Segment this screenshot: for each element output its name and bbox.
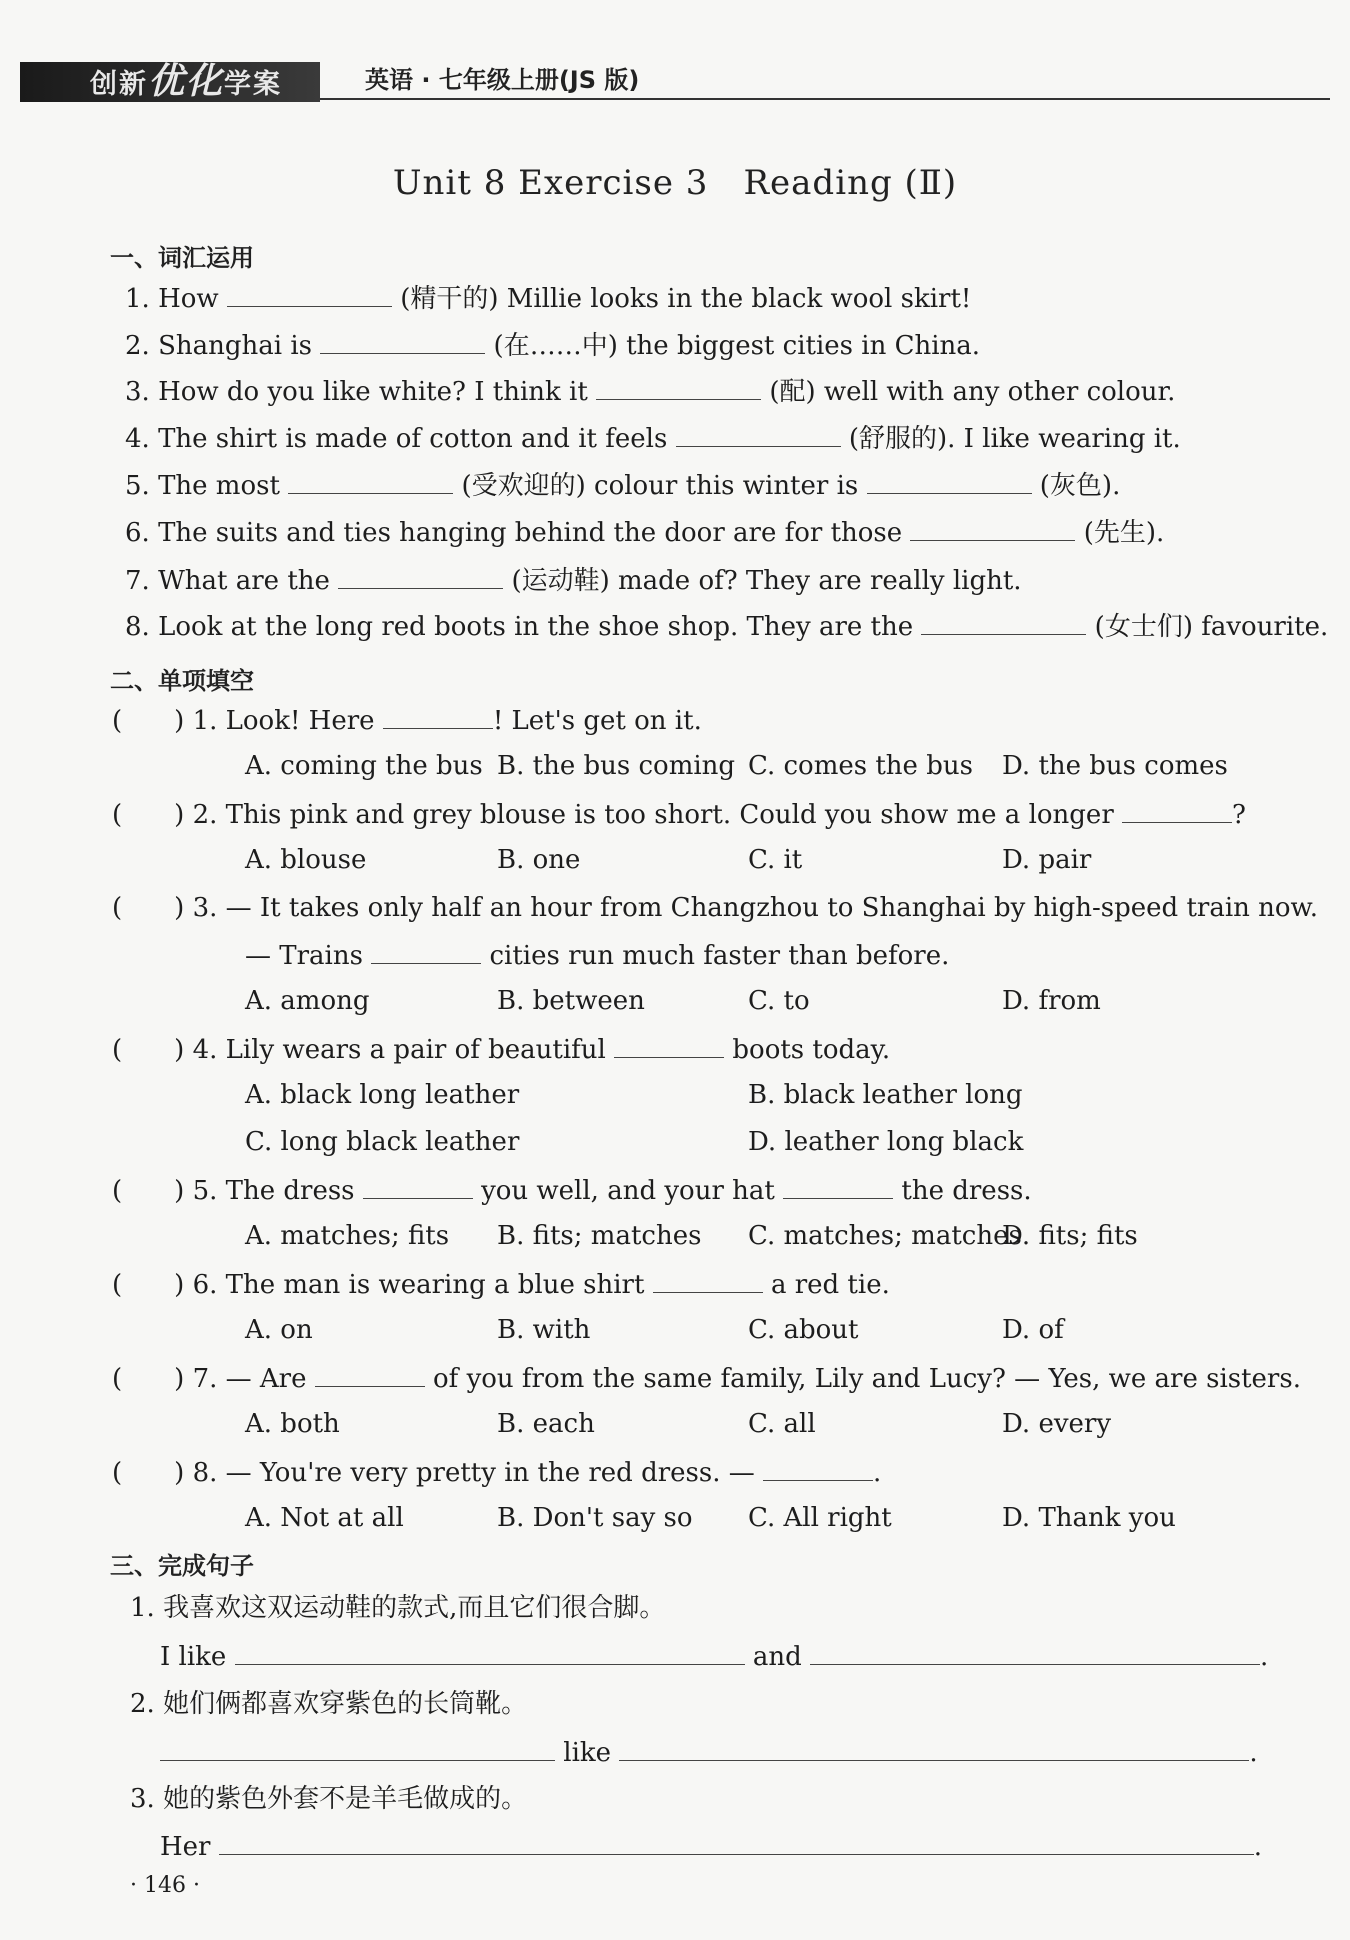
vocab-item-5: 5. The most (受欢迎的) colour this winter is (灰色). bbox=[125, 471, 1121, 501]
mc-question-6: ( ) 6. The man is wearing a blue shirt a red tie. bbox=[112, 1270, 890, 1300]
option-d[interactable]: D. every bbox=[1002, 1409, 1112, 1439]
answer-blank[interactable] bbox=[676, 422, 841, 447]
mc-question-7: ( ) 7. — Are of you from the same family, Lily and Lucy? — Yes, we are sisters. bbox=[112, 1364, 1301, 1394]
brand-logo: 创新优化学案 bbox=[20, 62, 320, 102]
answer-blank[interactable] bbox=[320, 329, 485, 354]
section3-heading: 三、完成句子 bbox=[110, 1552, 254, 1580]
option-c[interactable]: C. to bbox=[748, 986, 810, 1016]
option-d[interactable]: D. from bbox=[1002, 986, 1101, 1016]
option-c[interactable]: C. long black leather bbox=[245, 1127, 520, 1157]
answer-blank[interactable] bbox=[783, 1174, 893, 1199]
answer-blank[interactable] bbox=[235, 1640, 745, 1665]
mc-question-4: ( ) 4. Lily wears a pair of beautiful boots today. bbox=[112, 1035, 891, 1065]
option-a[interactable]: A. black long leather bbox=[245, 1080, 520, 1110]
answer-blank[interactable] bbox=[921, 610, 1086, 635]
vocab-item-4: 4. The shirt is made of cotton and it feels (舒服的). I like wearing it. bbox=[125, 424, 1181, 454]
answer-blank[interactable] bbox=[383, 704, 493, 729]
option-a[interactable]: A. on bbox=[245, 1315, 313, 1345]
answer-blank[interactable] bbox=[363, 1174, 473, 1199]
answer-blank[interactable] bbox=[653, 1268, 763, 1293]
option-c[interactable]: C. matches; matches bbox=[748, 1221, 1022, 1251]
option-d[interactable]: D. pair bbox=[1002, 845, 1092, 875]
translation-prompt-2: 2. 她们俩都喜欢穿紫色的长筒靴。 bbox=[130, 1689, 528, 1719]
answer-blank[interactable] bbox=[910, 516, 1075, 541]
translation-prompt-1: 1. 我喜欢这双运动鞋的款式,而且它们很合脚。 bbox=[130, 1593, 666, 1623]
mc-question-5: ( ) 5. The dress you well, and your hat the dress. bbox=[112, 1176, 1032, 1206]
option-c[interactable]: C. comes the bus bbox=[748, 751, 973, 781]
answer-blank[interactable] bbox=[867, 469, 1032, 494]
answer-blank[interactable] bbox=[338, 564, 503, 589]
option-a[interactable]: A. both bbox=[245, 1409, 340, 1439]
page-title: Unit 8 Exercise 3 Reading (Ⅱ) bbox=[392, 163, 958, 203]
option-b[interactable]: B. Don't say so bbox=[497, 1503, 693, 1533]
option-a[interactable]: A. among bbox=[245, 986, 370, 1016]
option-a[interactable]: A. Not at all bbox=[245, 1503, 404, 1533]
option-b[interactable]: B. black leather long bbox=[748, 1080, 1023, 1110]
vocab-item-3: 3. How do you like white? I think it (配) well with any other colour. bbox=[125, 377, 1176, 407]
section1-heading: 一、词汇运用 bbox=[110, 244, 254, 272]
answer-blank[interactable] bbox=[763, 1456, 873, 1481]
vocab-item-6: 6. The suits and ties hanging behind the door are for those (先生). bbox=[125, 518, 1165, 548]
translation-prompt-3: 3. 她的紫色外套不是羊毛做成的。 bbox=[130, 1784, 528, 1814]
answer-blank[interactable] bbox=[619, 1736, 1249, 1761]
option-c[interactable]: C. about bbox=[748, 1315, 859, 1345]
option-a[interactable]: A. matches; fits bbox=[245, 1221, 450, 1251]
answer-blank[interactable] bbox=[160, 1736, 555, 1761]
translation-line-2: like . bbox=[160, 1736, 1258, 1769]
option-b[interactable]: B. the bus coming bbox=[497, 751, 736, 781]
option-a[interactable]: A. coming the bus bbox=[245, 751, 483, 781]
vocab-item-8: 8. Look at the long red boots in the shoe shop. They are the (女士们) favourite. bbox=[125, 612, 1329, 642]
mc-question-8: ( ) 8. — You're very pretty in the red dress. — . bbox=[112, 1458, 882, 1488]
vocab-item-2: 2. Shanghai is (在……中) the biggest cities in China. bbox=[125, 331, 981, 361]
option-b[interactable]: B. between bbox=[497, 986, 645, 1016]
option-b[interactable]: B. with bbox=[497, 1315, 591, 1345]
option-c[interactable]: C. it bbox=[748, 845, 803, 875]
option-d[interactable]: D. the bus comes bbox=[1002, 751, 1228, 781]
answer-blank[interactable] bbox=[288, 469, 453, 494]
answer-blank[interactable] bbox=[315, 1362, 425, 1387]
option-b[interactable]: B. each bbox=[497, 1409, 595, 1439]
mc-question-3: ( ) 3. — It takes only half an hour from Changzhou to Shanghai by high-speed train now. bbox=[112, 893, 1318, 923]
mc-question-1: ( ) 1. Look! Here ! Let's get on it. bbox=[112, 706, 702, 736]
option-b[interactable]: B. fits; matches bbox=[497, 1221, 702, 1251]
mc-question-2: ( ) 2. This pink and grey blouse is too short. Could you show me a longer ? bbox=[112, 800, 1246, 830]
answer-blank[interactable] bbox=[371, 939, 481, 964]
vocab-item-7: 7. What are the (运动鞋) made of? They are really light. bbox=[125, 566, 1022, 596]
header-rule bbox=[320, 98, 1330, 100]
section2-heading: 二、单项填空 bbox=[110, 667, 254, 695]
option-b[interactable]: B. one bbox=[497, 845, 581, 875]
option-c[interactable]: C. all bbox=[748, 1409, 816, 1439]
answer-blank[interactable] bbox=[596, 375, 761, 400]
answer-blank[interactable] bbox=[810, 1640, 1260, 1665]
vocab-item-1: 1. How (精干的) Millie looks in the black wool skirt! bbox=[125, 284, 972, 314]
page-number: · 146 · bbox=[130, 1873, 200, 1898]
page-header bbox=[20, 58, 1330, 104]
subject-label: 英语 · 七年级上册(JS 版) bbox=[365, 66, 640, 94]
answer-blank[interactable] bbox=[227, 282, 392, 307]
option-d[interactable]: D. fits; fits bbox=[1002, 1221, 1138, 1251]
option-a[interactable]: A. blouse bbox=[245, 845, 367, 875]
mc-question-3-reply: — Trains cities run much faster than before. bbox=[245, 941, 950, 971]
answer-blank[interactable] bbox=[1122, 798, 1232, 823]
translation-line-3: Her . bbox=[160, 1832, 1263, 1862]
answer-blank[interactable] bbox=[219, 1830, 1254, 1855]
option-d[interactable]: D. of bbox=[1002, 1315, 1064, 1345]
option-c[interactable]: C. All right bbox=[748, 1503, 892, 1533]
translation-line-1: I like and . bbox=[160, 1642, 1269, 1672]
answer-blank[interactable] bbox=[614, 1033, 724, 1058]
option-d[interactable]: D. Thank you bbox=[1002, 1503, 1176, 1533]
option-d[interactable]: D. leather long black bbox=[748, 1127, 1024, 1157]
